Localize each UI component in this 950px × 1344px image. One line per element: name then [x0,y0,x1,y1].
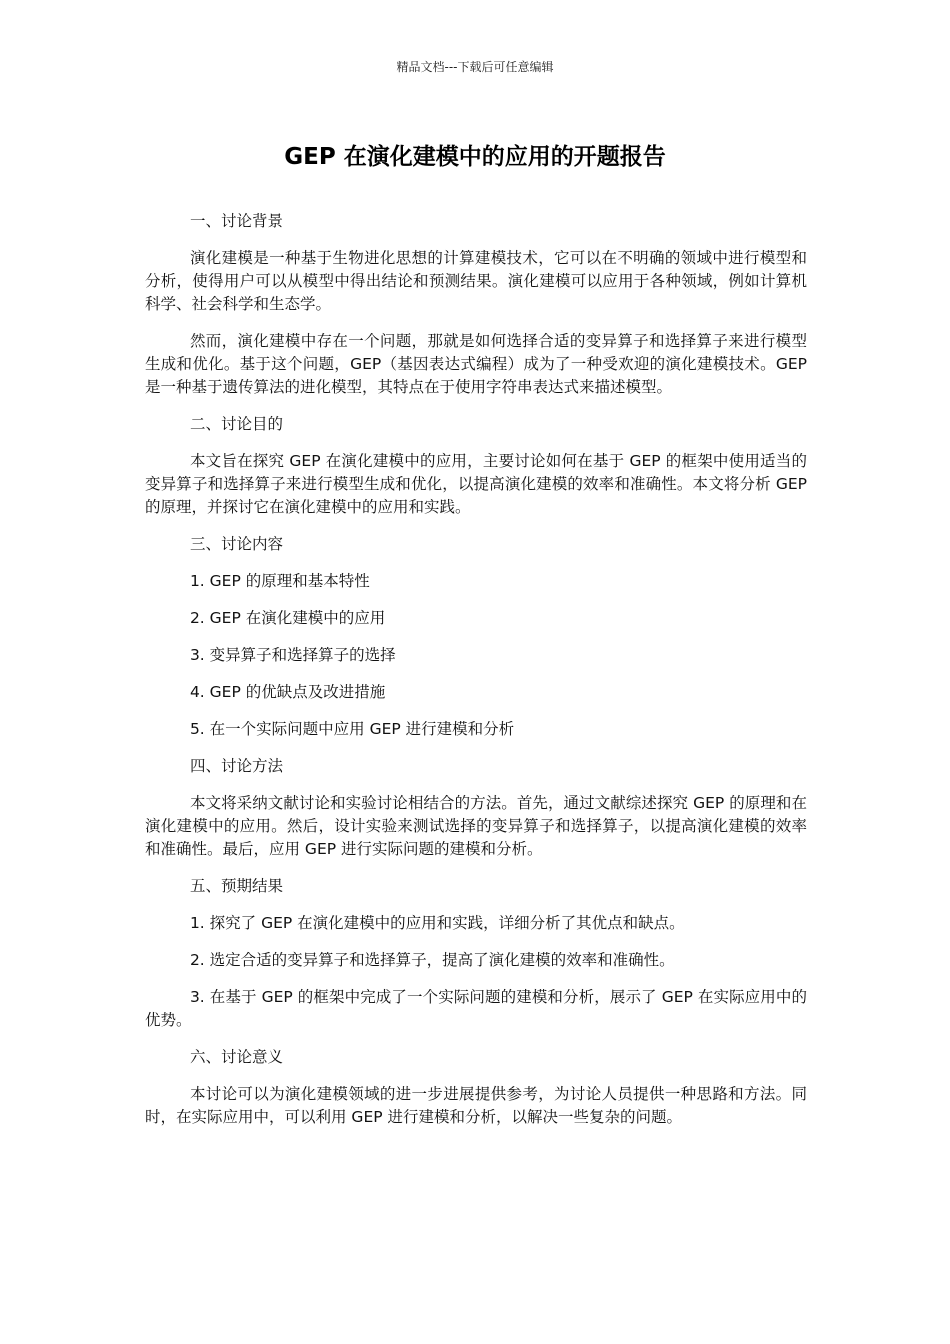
section-heading-significance: 六、讨论意义 [189,1048,283,1066]
list-item: 5. 在一个实际问题中应用 GEP 进行建模和分析 [189,720,515,738]
body-paragraph: 本文旨在探究 GEP 在演化建模中的应用，主要讨论如何在基于 GEP 的框架中使用适当的变异算子和选择算子来进行模型生成和优化，以提高演化建模的效率和准确性。本文将分析 GEP 的原理，并探讨它在演化建模中的应用和实践。 [145,452,807,516]
list-item: 2. GEP 在演化建模中的应用 [189,609,386,627]
page-header: 精品文档---下载后可任意编辑 [396,60,554,74]
document-title: GEP 在演化建模中的应用的开题报告 [284,144,666,170]
section-heading-method: 四、讨论方法 [189,757,283,775]
list-item: 3. 变异算子和选择算子的选择 [189,646,396,664]
list-item: 4. GEP 的优缺点及改进措施 [189,683,386,701]
body-paragraph: 然而，演化建模中存在一个问题，那就是如何选择合适的变异算子和选择算子来进行模型生成和优化。基于这个问题，GEP（基因表达式编程）成为了一种受欢迎的演化建模技术。GEP 是一种基于遗传算法的进化模型，其特点在于使用字符串表达式来描述模型。 [145,332,807,396]
section-heading-background: 一、讨论背景 [189,212,283,230]
list-item: 1. GEP 的原理和基本特性 [189,572,370,590]
section-heading-purpose: 二、讨论目的 [189,415,283,433]
list-item: 2. 选定合适的变异算子和选择算子，提高了演化建模的效率和准确性。 [189,951,675,969]
body-paragraph: 本文将采纳文献讨论和实验讨论相结合的方法。首先，通过文献综述探究 GEP 的原理和在演化建模中的应用。然后，设计实验来测试选择的变异算子和选择算子，以提高演化建模的效率和准确性。最后，应用 GEP 进行实际问题的建模和分析。 [145,794,807,858]
document-body [145,210,807,1143]
list-item: 3. 在基于 GEP 的框架中完成了一个实际问题的建模和分析，展示了 GEP 在实际应用中的优势。 [145,988,807,1029]
list-item: 1. 探究了 GEP 在演化建模中的应用和实践，详细分析了其优点和缺点。 [189,914,685,932]
section-heading-content: 三、讨论内容 [189,535,283,553]
body-paragraph: 本讨论可以为演化建模领域的进一步进展提供参考，为讨论人员提供一种思路和方法。同时，在实际应用中，可以利用 GEP 进行建模和分析，以解决一些复杂的问题。 [145,1085,807,1126]
section-heading-expected-results: 五、预期结果 [189,877,283,895]
body-paragraph: 演化建模是一种基于生物进化思想的计算建模技术，它可以在不明确的领域中进行模型和分析，使得用户可以从模型中得出结论和预测结果。演化建模可以应用于各种领域，例如计算机科学、社会科学和生态学。 [145,249,807,313]
